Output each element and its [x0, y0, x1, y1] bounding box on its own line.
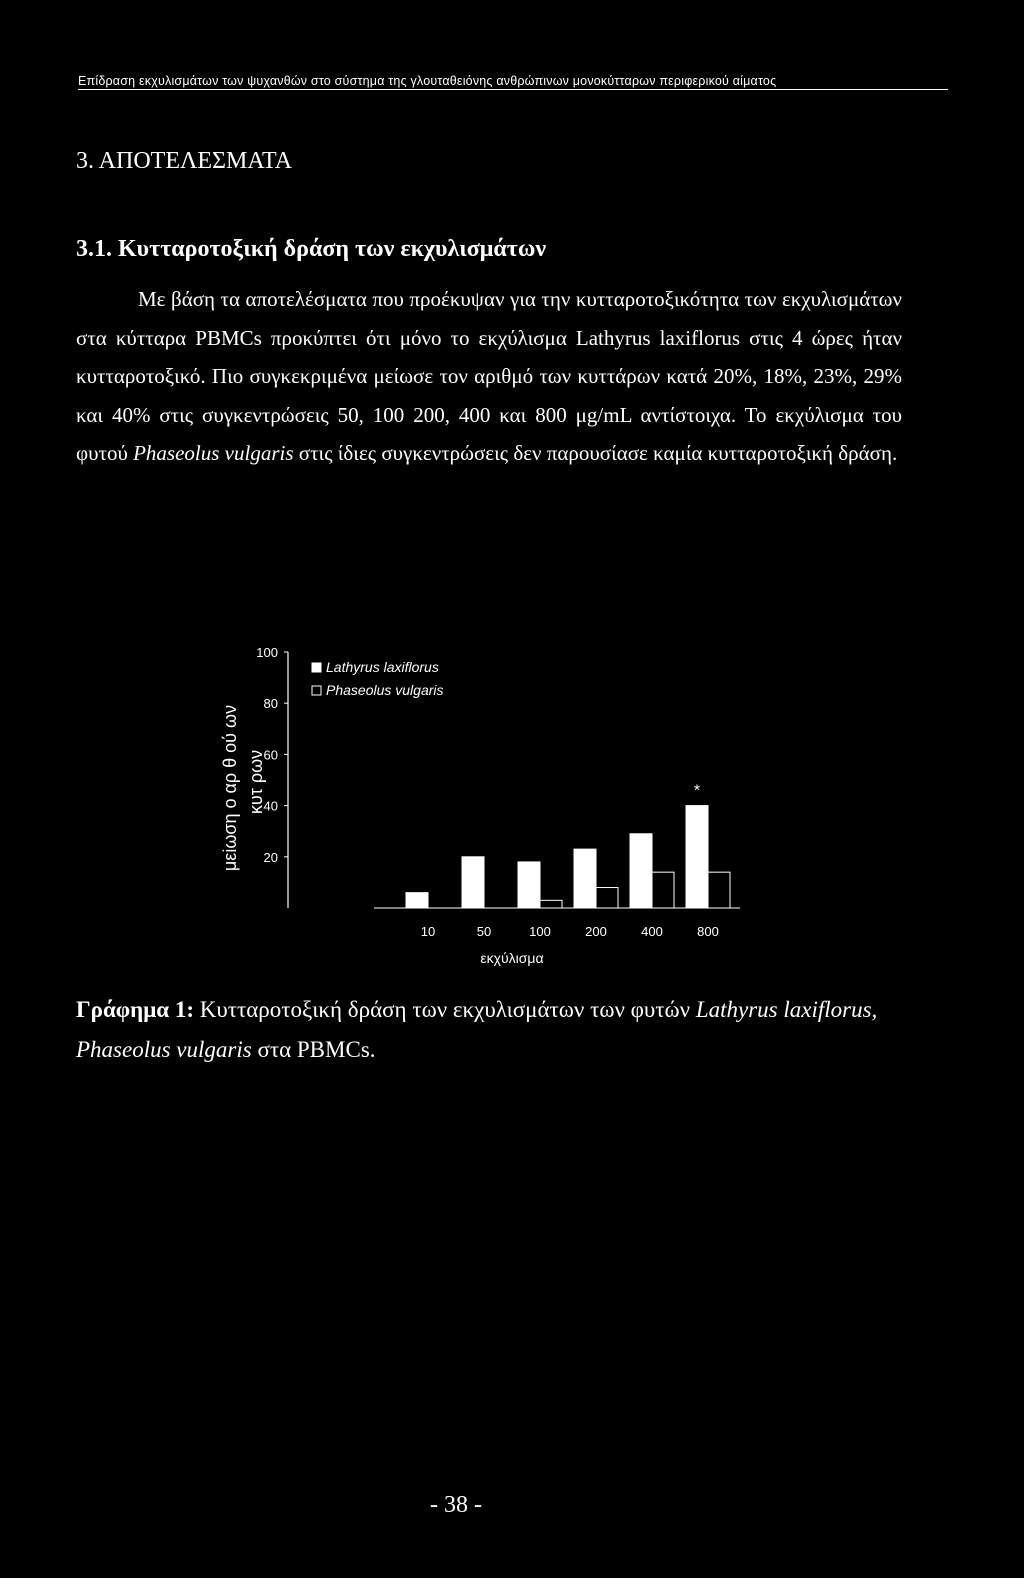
body-species-name: Phaseolus vulgaris — [133, 441, 294, 466]
bar-phaseolus — [540, 900, 562, 908]
bar-phaseolus — [596, 888, 618, 908]
caption-species: Lathyrus laxiflorus, Phaseolus vulgaris — [76, 997, 878, 1062]
subsection-title: 3.1. Κυτταροτοξική δράση των εκχυλισμάτων — [76, 236, 547, 262]
x-tick-label: 800 — [697, 924, 719, 939]
y-tick-label: 20 — [263, 849, 278, 865]
bar-lathyrus — [574, 849, 596, 908]
caption-suffix: στα PBMCs. — [251, 1037, 376, 1062]
cytotoxicity-chart — [200, 628, 760, 968]
bar-phaseolus — [652, 872, 674, 908]
y-axis-label-outer: μεiωση ο αρ θ ού ων — [220, 704, 240, 872]
legend-swatch — [312, 686, 321, 695]
chart-svg — [200, 628, 760, 968]
legend-swatch — [312, 663, 321, 672]
x-tick-label: 10 — [420, 924, 436, 939]
y-tick-label: 60 — [263, 747, 278, 763]
section-title: 3. ΑΠΟΤΕΛΕΣΜΑΤΑ — [76, 148, 293, 174]
x-tick-label: 200 — [585, 924, 607, 939]
bar-lathyrus — [406, 893, 428, 908]
bar-lathyrus — [686, 806, 708, 908]
body-text-part1: Με βάση τα αποτελέσματα που προέκυψαν για την κυτταροτοξικότητα των εκχυλισμάτων στα κύτταρα PBMCs προκύπτει ότι μόνο το εκχύλισμα Lathyrus laxiflorus στις 4 ώρες ήταν κυτταροτοξικό. Πιο συγκεκριμένα μείωσε τον αριθμό των κυττάρων κατά 20%, 18%, 23%, 29% και 40% στις συγκεντρώσεις 50, 100 200, 400 και 800 μg/mL αντίστοιχα. Το εκχύλισμα του φυτού — [76, 287, 902, 466]
body-paragraph — [76, 280, 902, 473]
bar-phaseolus — [708, 872, 730, 908]
caption-text: Κυτταροτοξική δράση των εκχυλισμάτων των φυτών — [193, 997, 696, 1022]
x-tick-label: 400 — [641, 924, 663, 939]
y-axis-label-inner: κυτ ρων — [246, 749, 266, 815]
bar-lathyrus — [630, 834, 652, 908]
body-text-part2: στις ίδιες συγκεντρώσεις δεν παρουσίασε καμία κυτταροτοξική δράση. — [293, 441, 898, 466]
y-tick-label: 100 — [256, 645, 278, 660]
page-number: - 38 - — [430, 1492, 482, 1518]
caption-label: Γράφημα 1: — [76, 997, 194, 1022]
running-header: Επίδραση εκχυλισμάτων των ψυχανθών στο σύστημα της γλουταθειόνης ανθρώπινων μονοκύτταρων περιφερικού αίματος — [78, 74, 948, 90]
legend-label: Phaseolus vulgaris — [326, 682, 444, 698]
figure-caption — [76, 990, 902, 1070]
legend-label: Lathyrus laxiflorus — [326, 659, 439, 675]
x-tick-label: 100 — [529, 924, 551, 939]
bar-lathyrus — [462, 857, 484, 908]
x-tick-label: 50 — [476, 924, 492, 939]
significance-marker: * — [693, 782, 701, 800]
x-axis-label: εκχύλισμα — [480, 950, 544, 966]
bar-lathyrus — [518, 862, 540, 908]
y-tick-label: 80 — [263, 696, 278, 712]
y-tick-label: 40 — [263, 798, 278, 814]
